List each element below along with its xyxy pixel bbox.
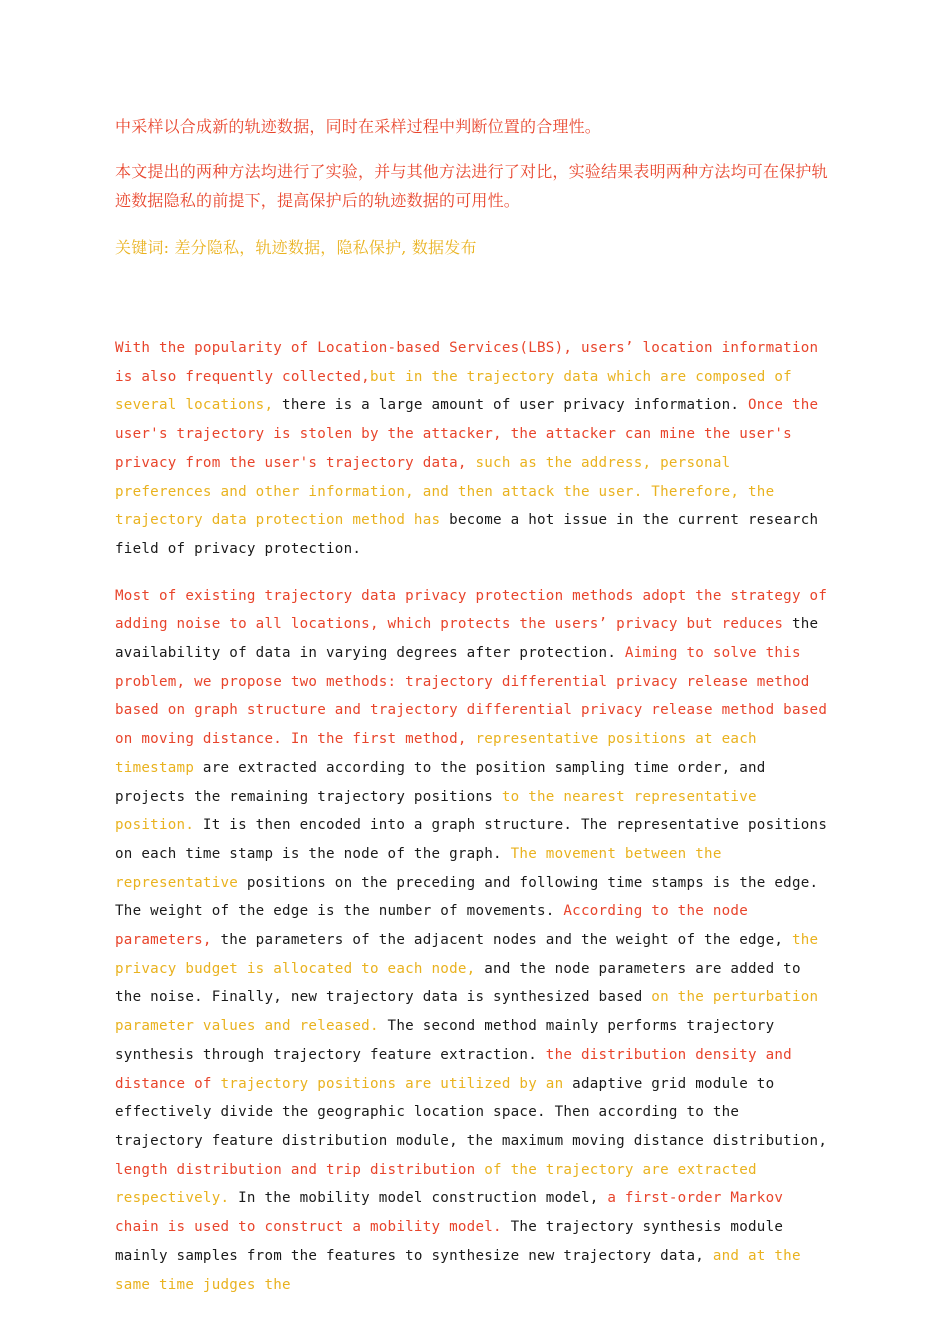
chinese-abstract-paragraph-2: 本文提出的两种方法均进行了实验，并与其他方法进行了对比，实验结果表明两种方法均可在保护轨迹数据隐私的前提下，提高保护后的轨迹数据的可用性。	[115, 162, 828, 210]
text-span: According to the node parameters,	[115, 903, 748, 949]
text-span: but in the trajectory data which are composed of several locations,	[115, 368, 792, 414]
text-span: trajectory positions are utilized by an	[220, 1075, 573, 1092]
text-span: there is a large amount of user privacy information.	[282, 397, 749, 414]
text-span: In the mobility model construction model,	[238, 1190, 608, 1207]
text-span: to the nearest representative position.	[115, 788, 757, 834]
text-span: representative positions at each timestamp	[115, 731, 757, 776]
text-span: on the perturbation parameter values and released.	[115, 989, 819, 1035]
text-span: the privacy budget is allocated to each node,	[115, 932, 819, 977]
text-span: The second method mainly performs trajectory synthesis through trajectory feature extraction.	[115, 1018, 775, 1063]
text-span: are extracted according to the position sampling time order, and projects the remaining trajectory positions	[115, 759, 766, 805]
text-span: With the popularity of Location-based Services(LBS), users’ location information is also frequently collected,	[115, 340, 819, 385]
text-span: It is then encoded into a graph structure. The representative positions on each time stamp is the node of the graph.	[115, 817, 828, 862]
text-span: Most of existing trajectory data privacy protection methods adopt the strategy of adding noise to all locations, which protects the users’ privacy but reduces	[115, 587, 828, 633]
text-span: a first-order Markov chain is used to construct a mobility model.	[115, 1190, 784, 1236]
text-span: such as the address, personal preferences and other information, and then attack the user. Therefore, the trajectory data protection method has	[115, 454, 775, 529]
text-span: become a hot issue in the current research field of privacy protection.	[115, 512, 819, 557]
text-span: the distribution density and distance of	[115, 1046, 792, 1092]
text-span: adaptive grid module to effectively divide the geographic location space. Then according to the trajectory feature distribution module, the maximum moving distance distribution,	[115, 1075, 828, 1149]
text-span: the parameters of the adjacent nodes and the weight of the edge,	[220, 932, 792, 949]
text-span: the availability of data in varying degrees after protection.	[115, 616, 819, 662]
text-span: Aiming to solve this problem, we propose two methods: trajectory differential privacy release method based on graph structure and trajectory differential privacy release method based on moving distance. In the first method,	[115, 645, 828, 748]
document-page	[115, 112, 835, 1317]
english-abstract-paragraph-1	[115, 334, 835, 564]
text-span: of the trajectory are extracted respectively.	[115, 1161, 757, 1207]
text-span: and at the same time judges the	[115, 1247, 801, 1293]
text-span: positions on the preceding and following time stamps is the edge. The weight of the edge is the number of movements.	[115, 874, 819, 920]
text-span: and the node parameters are added to the noise. Finally, new trajectory data is synthesized based	[115, 960, 801, 1006]
text-span: The trajectory synthesis module mainly samples from the features to synthesize new trajectory data,	[115, 1219, 784, 1264]
english-abstract-paragraph-2	[115, 582, 835, 1300]
chinese-abstract-paragraph-1: 中采样以合成新的轨迹数据，同时在采样过程中判断位置的合理性。	[115, 117, 602, 136]
text-span: Once the user's trajectory is stolen by the attacker, the attacker can mine the user's privacy from the user's trajectory data,	[115, 397, 819, 471]
chinese-keywords: 关键词: 差分隐私，轨迹数据，隐私保护, 数据发布	[115, 238, 477, 257]
text-span: The movement between the representative	[115, 845, 722, 891]
text-span: length distribution and trip distribution	[115, 1161, 485, 1178]
